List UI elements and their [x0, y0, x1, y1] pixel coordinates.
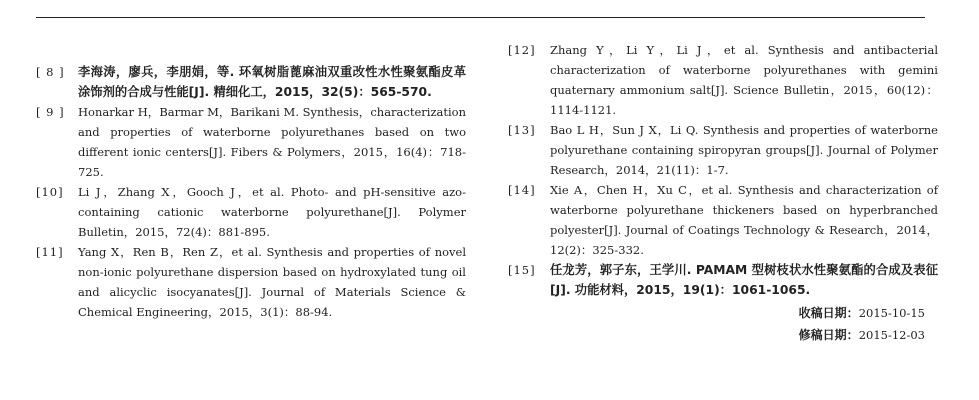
reference-text: 任龙芳，郭子东，王学川. PAMAM 型树枝状水性聚氨酯的合成及表征[J]. 功能材料，2015，19(1)：1061-1065.: [550, 263, 938, 297]
reference-text: Yang X，Ren B，Ren Z，et al. Synthesis and properties of novel non-ionic polyurethane dispersion based on hydroxylated tung oil and alicyclic isocyanates[J]. Journal of Materials Science & Chemical Engineering，2015，3(1)：88-94.: [78, 245, 466, 319]
received-date-label: 收稿日期：: [798, 306, 859, 320]
reference-number: [10]: [36, 185, 64, 199]
reference-text: 李海涛，廖兵，李朋娟，等. 环氧树脂蓖麻油双重改性水性聚氨酯皮革涂饰剂的合成与性能[J]. 精细化工，2015，32(5)：565-570.: [78, 65, 466, 99]
reference-number: [12]: [508, 43, 536, 57]
reference-text: Zhang Y，Li Y，Li J，et al. Synthesis and antibacterial characterization of waterborne polyurethanes with gemini quaternary ammonium salt[J]. Science Bulletin，2015，60(12)：1114-1121.: [550, 43, 938, 117]
reference-entry: [508, 120, 938, 180]
reference-number: [15]: [508, 263, 536, 277]
revised-date: [799, 324, 925, 346]
received-date: [799, 302, 925, 324]
reference-entry: [508, 260, 938, 300]
reference-number: [13]: [508, 123, 536, 137]
revised-date-value: 2015-12-03: [858, 328, 925, 342]
revised-date-label: 修稿日期：: [798, 328, 859, 342]
references-right-column: [508, 40, 938, 300]
reference-text: Honarkar H，Barmar M，Barikani M. Synthesis，characterization and properties of waterborne polyurethanes based on two different ionic centers[J]. Fibers & Polymers，2015，16(4)：718-725.: [78, 105, 466, 179]
reference-number: [ 9 ]: [36, 105, 65, 119]
manuscript-dates: [799, 302, 925, 346]
reference-number: [11]: [36, 245, 64, 259]
references-left-column: [36, 62, 466, 322]
received-date-value: 2015-10-15: [858, 306, 925, 320]
reference-entry: [36, 242, 466, 322]
reference-entry: [36, 182, 466, 242]
reference-number: [ 8 ]: [36, 65, 65, 79]
reference-text: Xie A，Chen H，Xu C，et al. Synthesis and characterization of waterborne polyurethane thickeners based on hyperbranched polyester[J]. Journal of Coatings Technology & Research，2014，12(2)：325-332.: [550, 183, 938, 257]
reference-text: Bao L H，Sun J X，Li Q. Synthesis and properties of waterborne polyurethane containing spiropyran groups[J]. Journal of Polymer Research，2014，21(11)：1-7.: [550, 123, 938, 177]
reference-entry: [508, 180, 938, 260]
reference-entry: [36, 62, 466, 102]
reference-entry: [36, 102, 466, 182]
top-rule: [36, 17, 925, 18]
reference-number: [14]: [508, 183, 536, 197]
reference-entry: [508, 40, 938, 120]
reference-text: Li J，Zhang X，Gooch J，et al. Photo- and pH-sensitive azo-containing cationic waterborne polyurethane[J]. Polymer Bulletin，2015，72(4)：881-895.: [78, 185, 466, 239]
